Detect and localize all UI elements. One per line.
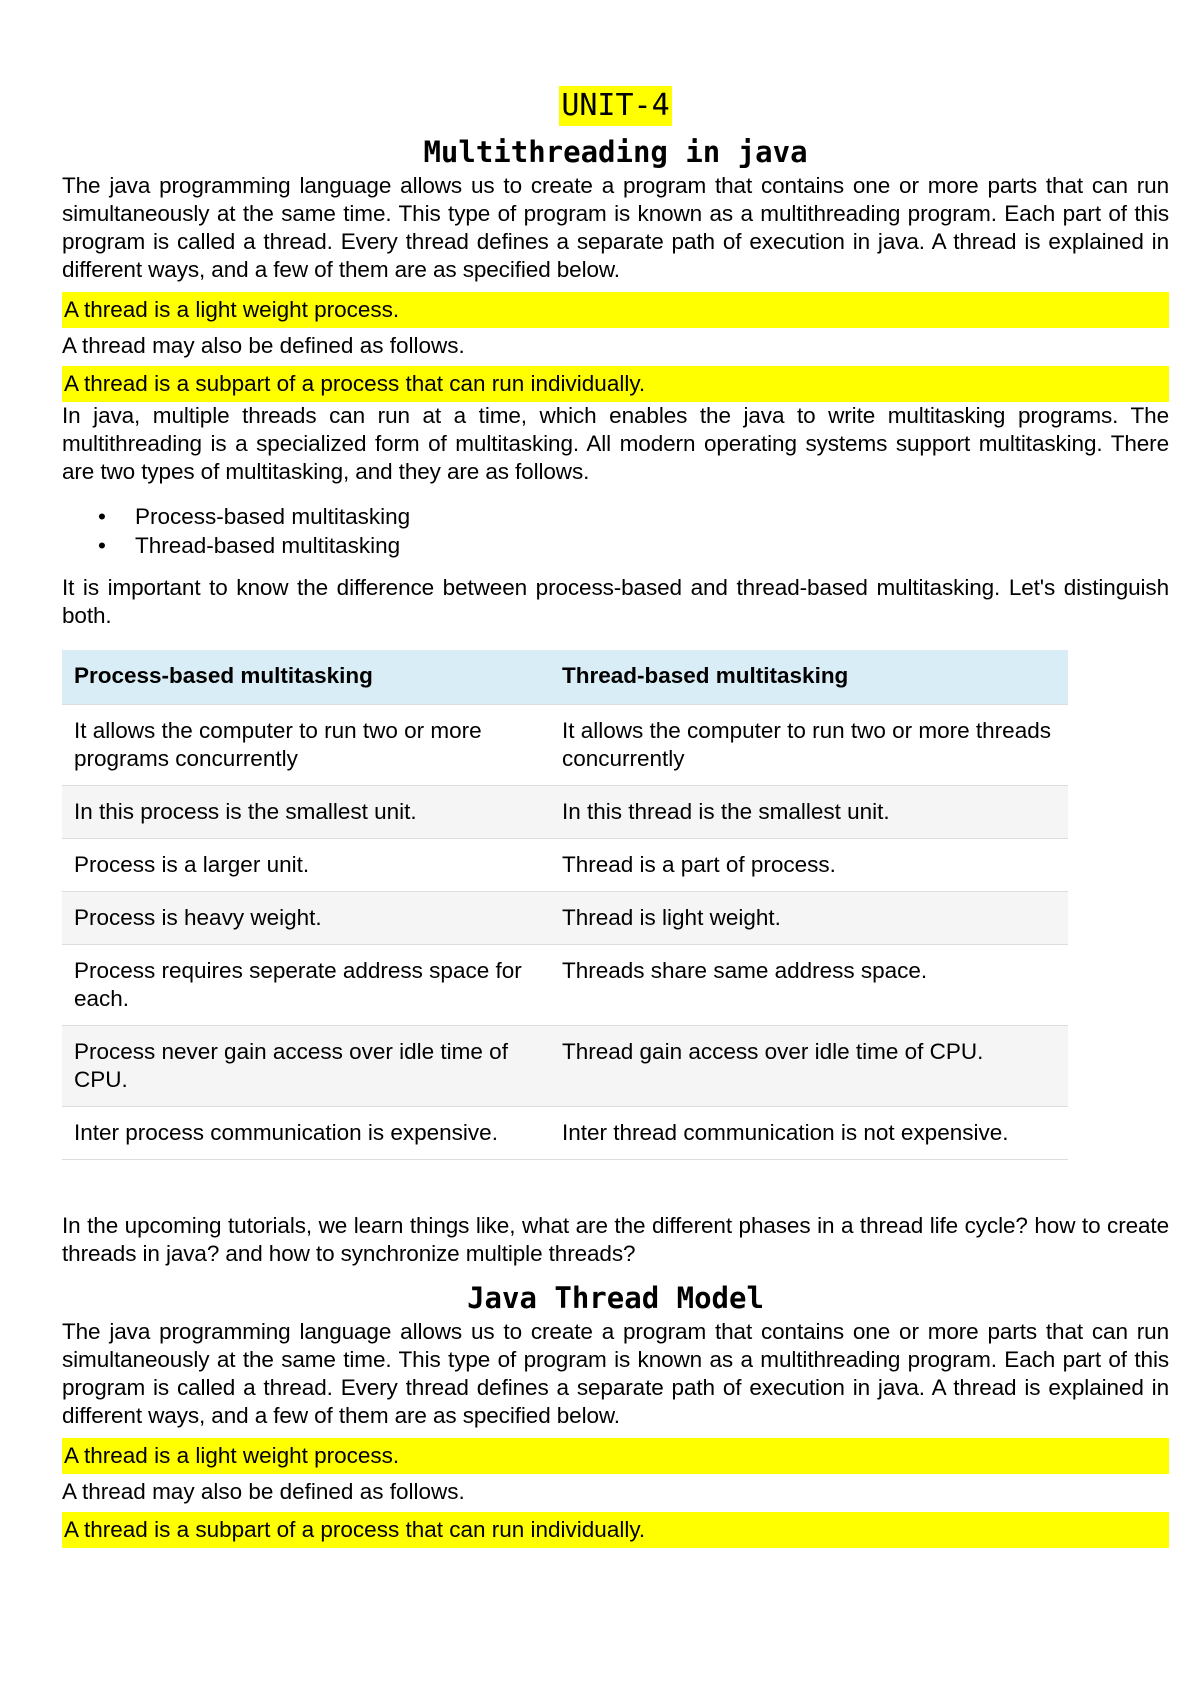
table-cell: Inter thread communication is not expensive.	[550, 1107, 1068, 1160]
spacer	[62, 1160, 1169, 1212]
highlight-light-weight-process: A thread is a light weight process.	[62, 292, 1169, 328]
table-cell: Process requires seperate address space for each.	[62, 945, 550, 1026]
table-row	[62, 945, 1068, 1026]
section-title-java-thread-model: Java Thread Model	[467, 1281, 764, 1315]
upcoming-tutorials-paragraph: In the upcoming tutorials, we learn things like, what are the different phases in a thread life cycle? how to create threads in java? and how to synchronize multiple threads?	[62, 1213, 1169, 1266]
table-header-process: Process-based multitasking	[62, 650, 550, 705]
table-cell: Process is heavy weight.	[62, 892, 550, 945]
multitasking-paragraph: In java, multiple threads can run at a time, which enables the java to write multitasking programs. The multithreading is a specialized form of multitasking. All modern operating systems support multitasking. There are two types of multitasking, and they are as follows.	[62, 403, 1169, 484]
table-header-row	[62, 650, 1068, 705]
list-item	[62, 502, 1169, 531]
table-cell: Thread gain access over idle time of CPU.	[550, 1026, 1068, 1107]
bullet-icon: •	[98, 533, 106, 558]
unit-title: UNIT-4	[559, 86, 671, 126]
section-title-multithreading: Multithreading in java	[423, 135, 808, 169]
table-cell: In this process is the smallest unit.	[62, 786, 550, 839]
table-cell: Inter process communication is expensive.	[62, 1107, 550, 1160]
list-item-label: Thread-based multitasking	[135, 533, 401, 558]
comparison-table	[62, 650, 1068, 1160]
highlight-subpart-of-process: A thread is a subpart of a process that can run individually.	[62, 366, 1169, 402]
thread-model-intro-paragraph: The java programming language allows us to create a program that contains one or more parts that can run simultaneously at the same time. This type of program is known as a multithreading program. Each part of this program is called a thread. Every thread defines a separate path of execution in java. A thread is explained in different ways, and a few of them are as specified below.	[62, 1319, 1169, 1428]
table-cell: It allows the computer to run two or more threads concurrently	[550, 705, 1068, 786]
table-header-thread: Thread-based multitasking	[550, 650, 1068, 705]
table-row	[62, 892, 1068, 945]
document-page	[62, 86, 1169, 1548]
highlight-subpart-of-process-2: A thread is a subpart of a process that can run individually.	[62, 1512, 1169, 1548]
table-cell: In this thread is the smallest unit.	[550, 786, 1068, 839]
difference-paragraph: It is important to know the difference between process-based and thread-based multitasking. Let's distinguish both.	[62, 575, 1169, 628]
table-row	[62, 705, 1068, 786]
bullet-icon: •	[98, 504, 106, 529]
table-cell: It allows the computer to run two or more programs concurrently	[62, 705, 550, 786]
table-cell: Threads share same address space.	[550, 945, 1068, 1026]
multitasking-types-list	[62, 502, 1169, 560]
highlight-light-weight-process-2: A thread is a light weight process.	[62, 1438, 1169, 1474]
table-cell: Process never gain access over idle time of CPU.	[62, 1026, 550, 1107]
list-item	[62, 531, 1169, 560]
table-cell: Thread is light weight.	[550, 892, 1068, 945]
table-row	[62, 839, 1068, 892]
table-row	[62, 1026, 1068, 1107]
table-row	[62, 786, 1068, 839]
table-row	[62, 1107, 1068, 1160]
intro-paragraph: The java programming language allows us to create a program that contains one or more parts that can run simultaneously at the same time. This type of program is known as a multithreading program. Each part of this program is called a thread. Every thread defines a separate path of execution in java. A thread is explained in different ways, and a few of them are as specified below.	[62, 173, 1169, 282]
unit-heading-wrap	[62, 86, 1169, 130]
list-item-label: Process-based multitasking	[135, 504, 411, 529]
table-cell: Thread is a part of process.	[550, 839, 1068, 892]
table-cell: Process is a larger unit.	[62, 839, 550, 892]
definition-lead-line-2: A thread may also be defined as follows.	[62, 1479, 465, 1504]
definition-lead-line: A thread may also be defined as follows.	[62, 333, 465, 358]
